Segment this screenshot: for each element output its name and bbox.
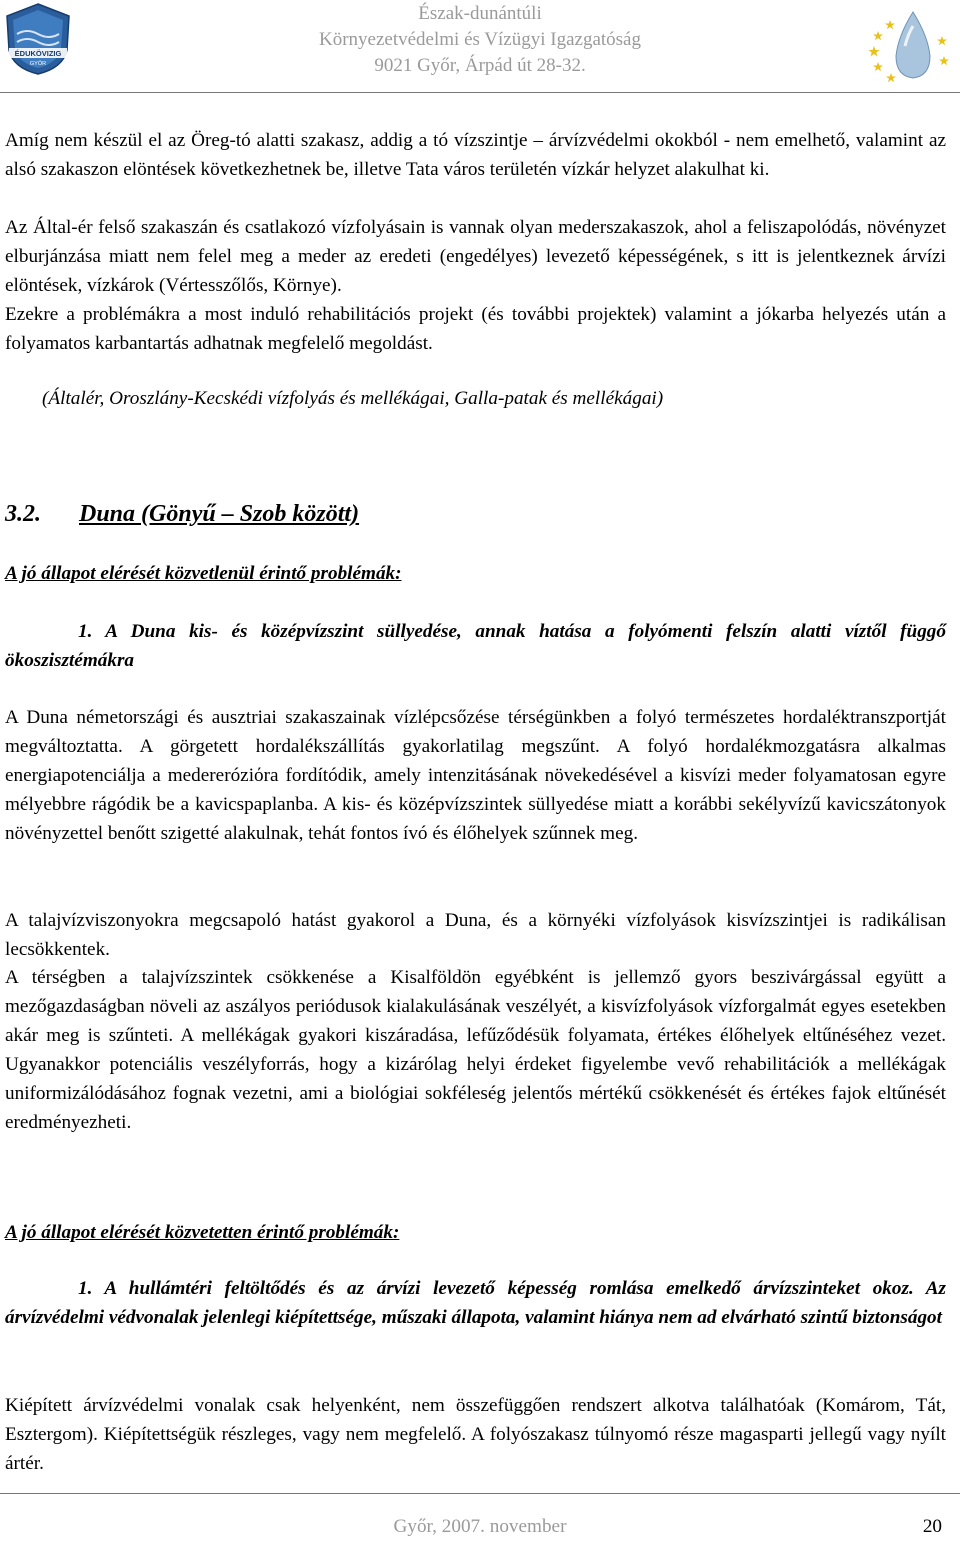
paragraph-vizfolyasok: (Általér, Oroszlány-Kecskédi vízfolyás és mellékágai, Galla-patak és mellékágai) — [42, 388, 664, 409]
header-address: 9021 Győr, Árpád út 28-32. — [374, 55, 586, 76]
paragraph-duna-vizlepcso: A Duna németországi és ausztriai szakaszainak vízlépcsőzése térségünkben a folyó természetes hordaléktranszportját megváltoztatta. A görgetett hordalékszállítás gyakorlatilag megszűnt. A folyó hordalékmozgatásra alkalmas energiapotenciálja a medereróziόra fordítódik, amely intenzitásának növekedésével a kisvízi meder folyamatosan egyre mélyebbre rágódik be a kavicspaplanba. A kis- és középvízszintek süllyedése miatt a korábbi sekélyvízű kavicszátonyok növényzettel benőtt szigetté alakulnak, tehát fontos ívó és élőhelyek szűnnek meg. — [5, 707, 946, 844]
logo-subtext: GYŐR — [29, 61, 47, 67]
header-org-line1: Észak-dunántúli — [418, 3, 542, 24]
page-number: 20 — [922, 1516, 942, 1537]
paragraph-oreg-to: Amíg nem készül el az Öreg-tó alatti szakasz, addig a tó vízszintje – árvízvédelmi okokból - nem emelhető, valamint az alsó szakaszon elöntések következhetnek be, illetve Tata város területén vízkár helyzet alakulhat ki. — [5, 130, 946, 180]
paragraph-arvizvedelmi-vonalak: Kiépített árvízvédelmi vonalak csak helyenként, nem összefüggően rendszert alkotva találhatóak (Komárom, Tát, Esztergom). Kiépítettségük részleges, vagy nem megfelelő. A folyószakasz túlnyomó része magasparti jellegű vagy nyílt ártér. — [5, 1395, 946, 1474]
eu-water-drop-logo — [858, 6, 954, 86]
footer-date: Győr, 2007. november — [393, 1516, 567, 1537]
direct-problems-heading: A jó állapot elérését közvetlenül érintő problémák: — [5, 563, 402, 584]
header-rule — [0, 92, 960, 93]
footer-rule — [0, 1493, 960, 1494]
logo-text: ÉDUKÖVIZIG — [14, 49, 62, 58]
indirect-problems-heading: A jó állapot elérését közvetetten érintő problémák: — [5, 1222, 400, 1243]
section-title: Duna (Gönyű – Szob között) — [79, 501, 360, 527]
section-number: 3.2. — [5, 501, 41, 527]
paragraph-altal-er: Az Által-ér felső szakaszán és csatlakozó vízfolyásain is vannak olyan mederszakaszok, ahol a feliszapolódás, növényzet elburjánzása miatt nem felel meg a meder az eredeti (engedélyes) levezető képességének, s itt is jelentkeznek árvízi elöntések, vízkárok (Vértesszőlős, Környe). — [5, 217, 946, 296]
direct-item-1: 1. A Duna kis- és középvízszint süllyedése, annak hatása a folyómenti felszín alatti víztől függő ökoszisztémákra — [5, 621, 946, 671]
header-org-line2: Környezetvédelmi és Vízügyi Igazgatóság — [318, 29, 641, 50]
paragraph-kisalfold: A térségben a talajvízszintek csökkenése a Kisalföldön egyébként is jellemző gyors beszivárgással együtt a mezőgazdaságban növeli az aszályos periódusok kialakulásának veszélyét, a kisvízfolyások vízforgalmát egyes esetekben akár meg is szűnteti. A mellékágak gyakori kiszáradása, lefűződésük folyamata, értékes élőhelyek eltűnéséhez vezet. Ugyanakkor potenciális veszélyforrás, hogy a kizárólag helyi érdeket figyelembe vevő rehabilitációk a mellékágak uniformizálódásához fognak vezetni, ami a biológiai sokféleség jelentős mértékű csökkenését és értékes fajok eltűnését eredményezheti. — [5, 967, 946, 1133]
section-heading — [5, 501, 359, 528]
paragraph-rehabilitacio: Ezekre a problémákra a most induló rehabilitációs projekt (és további projektek) valamint a jókarba helyezés után a folyamatos karbantartás adhatnak megfelelő megoldást. — [5, 304, 946, 354]
indirect-item-1: 1. A hullámtéri feltöltődés és az árvízi levezető képesség romlása emelkedő árvízszinteket okoz. Az árvízvédelmi védvonalak jelenlegi kiépítettsége, műszaki állapota, valamint hiánya nem ad elvárható szintű biztonságot — [5, 1278, 946, 1328]
paragraph-talajviz: A talajvízviszonyokra megcsapoló hatást gyakorol a Duna, és a környéki vízfolyások kisvízszintjei is radikálisan lecsökkentek. — [5, 910, 946, 960]
